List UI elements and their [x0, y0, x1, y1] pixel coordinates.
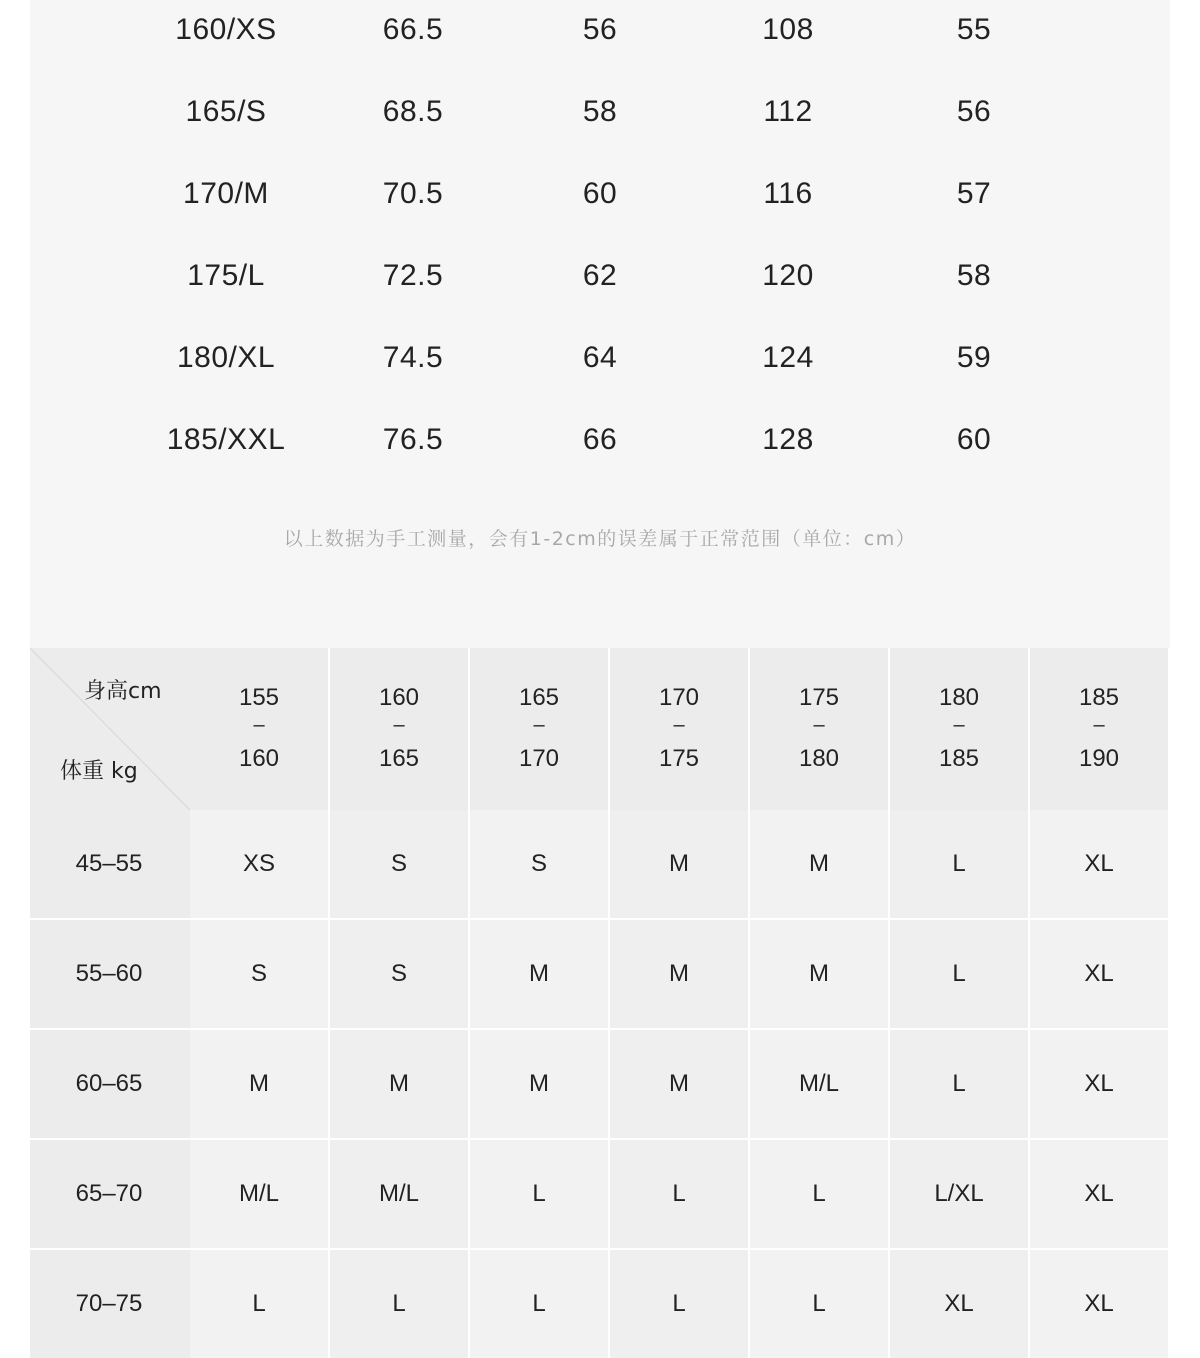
- recommended-size-cell: L: [470, 1140, 608, 1248]
- recommended-size-cell: XL: [890, 1250, 1028, 1358]
- recommended-size-cell: M: [190, 1030, 328, 1138]
- recommended-size-cell: L: [610, 1250, 748, 1358]
- recommended-size-cell: M: [470, 920, 608, 1028]
- height-range-start: 160: [378, 684, 420, 711]
- height-range-end: 185: [938, 745, 980, 772]
- measurement-value-cell: 56: [582, 13, 618, 46]
- height-range-end: 170: [518, 745, 560, 772]
- height-range-header: [330, 648, 468, 810]
- measurement-value-cell: 60: [956, 423, 992, 456]
- height-range-dash: –: [953, 714, 965, 736]
- height-range-end: 175: [658, 745, 700, 772]
- height-range-end: 160: [238, 745, 280, 772]
- measurement-value-cell: 64: [582, 341, 618, 374]
- recommended-size-cell: M: [610, 1030, 748, 1138]
- recommended-size-cell: M/L: [750, 1030, 888, 1138]
- weight-range-label: 70–75: [30, 1250, 190, 1358]
- measurement-value-cell: 57: [956, 177, 992, 210]
- measurement-size-cell: 180/XL: [176, 341, 276, 374]
- measurement-value-cell: 60: [582, 177, 618, 210]
- measurement-size-cell: 160/XS: [175, 13, 277, 46]
- height-range-header: [890, 648, 1028, 810]
- measurement-value-cell: 66: [582, 423, 618, 456]
- height-range-start: 180: [938, 684, 980, 711]
- height-range-header: [190, 648, 328, 810]
- measurement-note: 以上数据为手工测量，会有1-2cm的误差属于正常范围（单位：cm）: [283, 528, 917, 550]
- recommended-size-cell: L: [330, 1250, 468, 1358]
- measurement-value-cell: 72.5: [382, 259, 444, 292]
- measurement-value-cell: 58: [582, 95, 618, 128]
- recommended-size-cell: M: [610, 810, 748, 918]
- weight-axis-label: 体重 kg: [60, 759, 138, 784]
- height-range-header: [470, 648, 608, 810]
- recommended-size-cell: M/L: [330, 1140, 468, 1248]
- measurement-size-cell: 175/L: [187, 259, 265, 292]
- measurement-size-cell: 170/M: [183, 177, 269, 210]
- measurement-value-cell: 108: [762, 13, 814, 46]
- recommended-size-cell: M: [330, 1030, 468, 1138]
- height-range-start: 175: [798, 684, 840, 711]
- table-corner-header: [30, 648, 190, 810]
- recommended-size-cell: L: [190, 1250, 328, 1358]
- height-range-dash: –: [533, 714, 545, 736]
- recommended-size-cell: L: [890, 810, 1028, 918]
- height-range-end: 165: [378, 745, 420, 772]
- recommended-size-cell: M: [750, 920, 888, 1028]
- weight-range-label: 45–55: [30, 810, 190, 918]
- recommended-size-cell: XL: [1030, 1250, 1168, 1358]
- height-range-dash: –: [1093, 714, 1105, 736]
- measurement-row: [30, 64, 1170, 146]
- measurement-value-cell: 56: [956, 95, 992, 128]
- measurement-row: [30, 228, 1170, 310]
- recommended-size-cell: L: [610, 1140, 748, 1248]
- height-range-end: 180: [798, 745, 840, 772]
- recommended-size-cell: L: [890, 1030, 1028, 1138]
- recommended-size-cell: S: [330, 920, 468, 1028]
- measurement-row: [30, 146, 1170, 228]
- height-range-dash: –: [813, 714, 825, 736]
- measurement-value-cell: 120: [762, 259, 814, 292]
- recommended-size-cell: M/L: [190, 1140, 328, 1248]
- height-range-dash: –: [253, 714, 265, 736]
- height-axis-label: 身高cm: [84, 679, 162, 704]
- measurement-value-cell: 70.5: [382, 177, 444, 210]
- height-range-end: 190: [1078, 745, 1120, 772]
- height-range-header: [750, 648, 888, 810]
- recommended-size-cell: M: [750, 810, 888, 918]
- recommended-size-cell: S: [470, 810, 608, 918]
- height-range-start: 170: [658, 684, 700, 711]
- recommended-size-cell: XL: [1030, 810, 1168, 918]
- recommended-size-cell: XS: [190, 810, 328, 918]
- measurement-value-cell: 76.5: [382, 423, 444, 456]
- recommended-size-cell: L: [750, 1140, 888, 1248]
- recommended-size-cell: L/XL: [890, 1140, 1028, 1248]
- recommended-size-cell: L: [890, 920, 1028, 1028]
- height-range-dash: –: [393, 714, 405, 736]
- recommended-size-cell: XL: [1030, 1140, 1168, 1248]
- measurement-value-cell: 74.5: [382, 341, 444, 374]
- weight-range-label: 65–70: [30, 1140, 190, 1248]
- measurement-row: [30, 310, 1170, 392]
- height-range-dash: –: [673, 714, 685, 736]
- recommended-size-cell: XL: [1030, 1030, 1168, 1138]
- height-range-start: 165: [518, 684, 560, 711]
- measurement-value-cell: 66.5: [382, 13, 444, 46]
- measurement-row: [30, 392, 1170, 474]
- recommended-size-cell: M: [470, 1030, 608, 1138]
- recommended-size-cell: S: [190, 920, 328, 1028]
- measurement-value-cell: 128: [762, 423, 814, 456]
- recommended-size-cell: M: [610, 920, 748, 1028]
- measurement-table-panel: [30, 0, 1170, 648]
- measurement-size-cell: 165/S: [185, 95, 267, 128]
- measurement-value-cell: 55: [956, 13, 992, 46]
- size-recommendation-table: [30, 648, 1170, 1317]
- measurement-value-cell: 68.5: [382, 95, 444, 128]
- weight-range-label: 60–65: [30, 1030, 190, 1138]
- measurement-value-cell: 112: [763, 95, 813, 128]
- height-range-header: [610, 648, 748, 810]
- recommended-size-cell: L: [470, 1250, 608, 1358]
- measurement-size-cell: 185/XXL: [166, 423, 286, 456]
- measurement-value-cell: 116: [763, 177, 813, 210]
- recommended-size-cell: L: [750, 1250, 888, 1358]
- recommended-size-cell: XL: [1030, 920, 1168, 1028]
- height-range-start: 185: [1078, 684, 1120, 711]
- height-range-header: [1030, 648, 1168, 810]
- measurement-value-cell: 59: [956, 341, 992, 374]
- measurement-value-cell: 58: [956, 259, 992, 292]
- recommended-size-cell: S: [330, 810, 468, 918]
- measurement-value-cell: 62: [582, 259, 618, 292]
- measurement-row: [30, 0, 1170, 64]
- corner-diagonal-line: [30, 648, 190, 810]
- height-range-start: 155: [238, 684, 280, 711]
- measurement-value-cell: 124: [762, 341, 814, 374]
- weight-range-label: 55–60: [30, 920, 190, 1028]
